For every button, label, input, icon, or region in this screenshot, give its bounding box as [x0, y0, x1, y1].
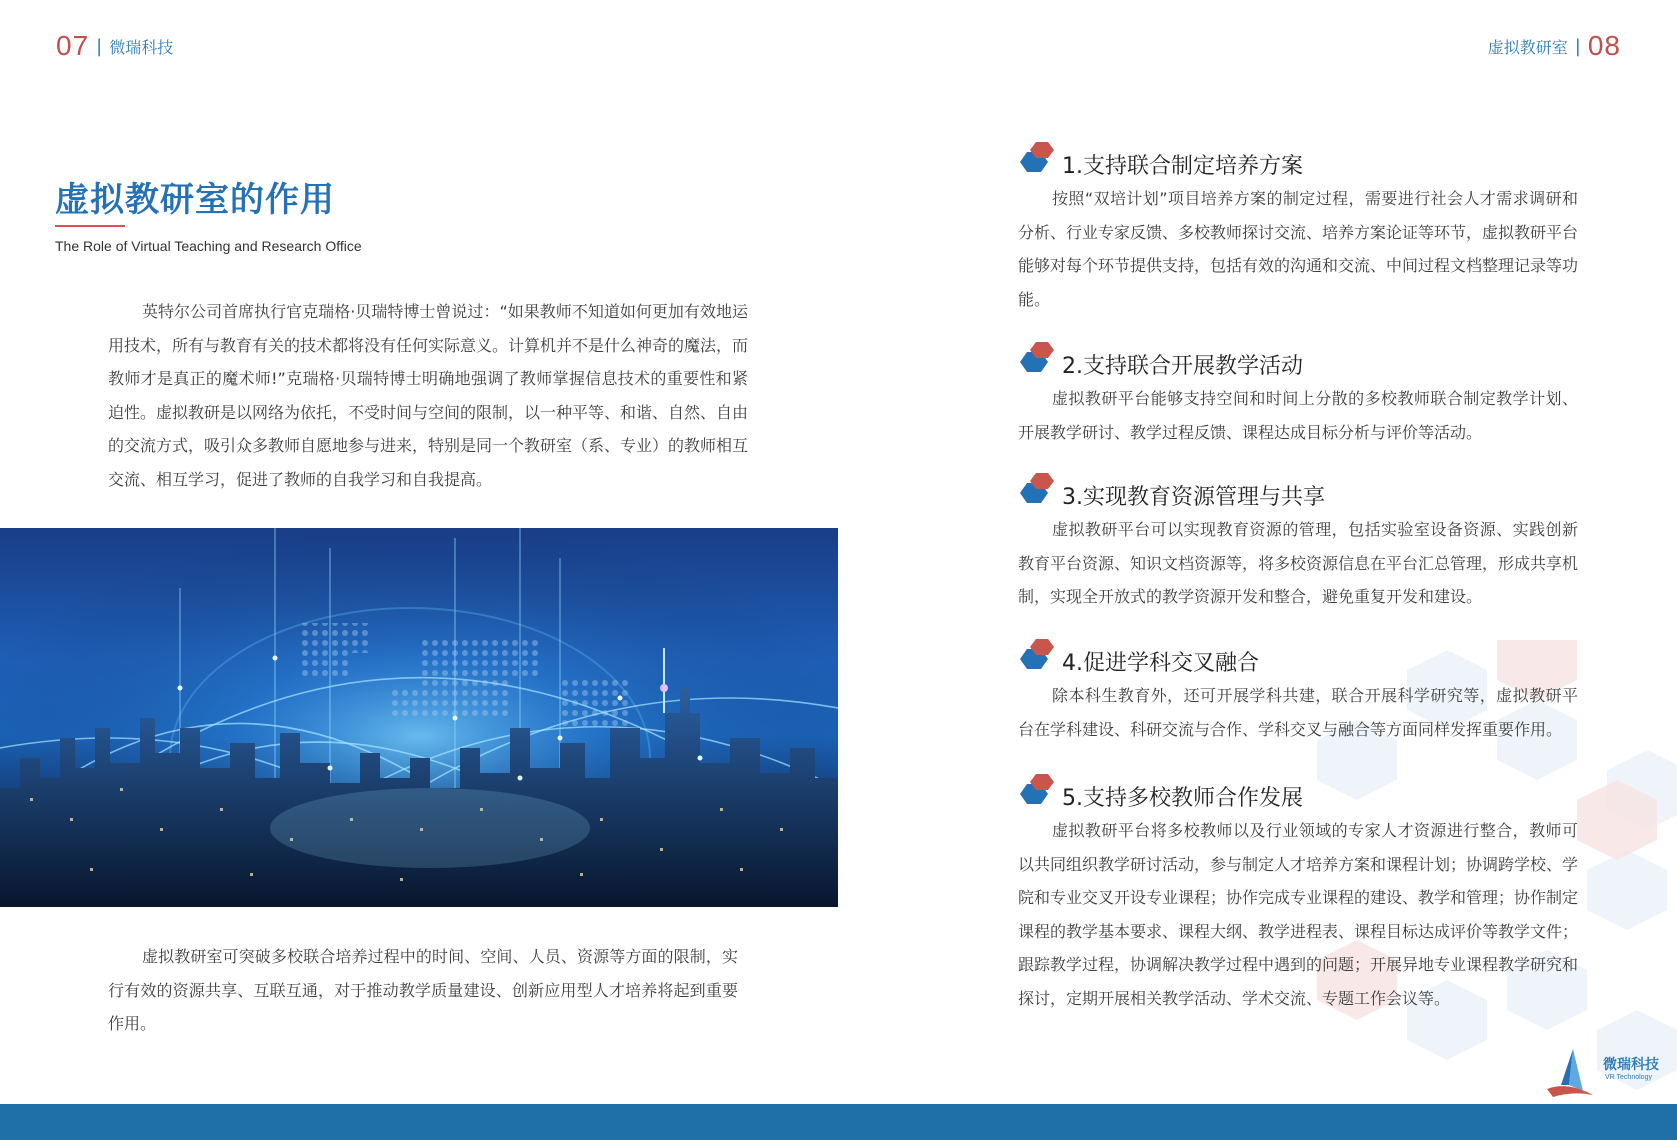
section-2-body: 虚拟教研平台能够支持空间和时间上分散的多校教师联合制定教学计划、开展教学研讨、教学过程反馈、课程达成目标分析与评价等活动。 [1018, 389, 1578, 442]
hexagon-bullet-icon [1018, 772, 1060, 812]
right-page-header [1488, 30, 1621, 62]
right-header-title: 虚拟教研室 [1487, 37, 1568, 57]
section-5 [1018, 772, 1578, 1015]
right-page-number: 08 [1587, 30, 1621, 61]
section-3-body: 虚拟教研平台可以实现教育资源的管理，包括实验室设备资源、实践创新教育平台资源、知识文档资源等，将多校资源信息在平台汇总管理，形成共享机制，实现全开放式的教学资源开发和整合，避免重复开发和建设。 [1018, 520, 1579, 606]
section-2 [1018, 340, 1578, 449]
intro-paragraph: 英特尔公司首席执行官克瑞格·贝瑞特博士曾说过：“如果教师不知道如何更加有效地运用技术，所有与教育有关的技术都将没有任何实际意义。计算机并不是什么神奇的魔法，而教师才是真正的魔术师!”克瑞格·贝瑞特博士明确地强调了教师掌握信息技术的重要性和紧迫性。虚拟教研是以网络为依托，不受时间与空间的限制，以一种平等、和谐、自然、自由的交流方式，吸引众多教师自愿地参与进来，特别是同一个教研室（系、专业）的教师相互交流、相互学习，促进了教师的自我学习和自我提高。 [108, 302, 749, 489]
section-1-body: 按照“双培计划”项目培养方案的制定过程，需要进行社会人才需求调研和分析、行业专家反馈、多校教师探讨交流、培养方案论证等环节，虚拟教研平台能够对每个环节提供支持，包括有效的沟通和交流、中间过程文档整理记录等功能。 [1018, 189, 1579, 309]
hexagon-bullet-icon [1018, 637, 1060, 677]
logo-subtitle: VR Technology [1605, 1074, 1652, 1081]
left-header-separator: | [96, 35, 103, 57]
section-4-body: 除本科生教育外，还可开展学科共建，联合开展科学研究等，虚拟教研平台在学科建设、科研交流与合作、学科交叉与融合等方面同样发挥重要作用。 [1018, 686, 1578, 739]
section-4-title: 4.促进学科交叉融合 [1062, 651, 1259, 676]
page-title: 虚拟教研室的作用 [55, 180, 335, 220]
section-2-title: 2.支持联合开展教学活动 [1062, 354, 1303, 379]
section-3 [1018, 471, 1578, 614]
section-1-title: 1.支持联合制定培养方案 [1062, 154, 1303, 179]
hexagon-bullet-icon [1018, 471, 1060, 511]
footer-bar [0, 1104, 1677, 1140]
section-4 [1018, 637, 1578, 746]
section-5-body: 虚拟教研平台将多校教师以及行业领域的专家人才资源进行整合，教师可以共同组织教学研讨活动，参与制定人才培养方案和课程计划；协调跨学校、学院和专业交叉开设专业课程；协作完成专业课程的建设、教学和管理；协作制定课程的教学基本要求、课程大纲、教学进程表、课程目标达成评价等教学文件；跟踪教学过程，协调解决教学过程中遇到的问题；开展异地专业课程教学研究和探讨，定期开展相关教学活动、学术交流、专题工作会议等。 [1018, 821, 1579, 1008]
section-5-title: 5.支持多校教师合作发展 [1062, 786, 1303, 811]
section-3-title: 3.实现教育资源管理与共享 [1062, 485, 1325, 510]
left-page-header [56, 30, 173, 62]
hexagon-bullet-icon [1018, 140, 1060, 180]
logo-name: 微瑞科技 [1603, 1057, 1659, 1073]
closing-paragraph: 虚拟教研室可突破多校联合培养过程中的时间、空间、人员、资源等方面的限制，实行有效的资源共享、互联互通，对于推动教学质量建设、创新应用型人才培养将起到重要作用。 [108, 947, 738, 1033]
hexagon-bullet-icon [1018, 340, 1060, 380]
city-network-image [0, 528, 838, 907]
left-header-brand: 微瑞科技 [109, 37, 174, 57]
left-page-number: 07 [56, 30, 90, 61]
section-1 [1018, 140, 1578, 316]
logo-mark-icon [1543, 1045, 1603, 1110]
title-underline [55, 225, 125, 227]
right-header-separator: | [1574, 35, 1581, 57]
page-subtitle: The Role of Virtual Teaching and Research Office [55, 238, 362, 254]
